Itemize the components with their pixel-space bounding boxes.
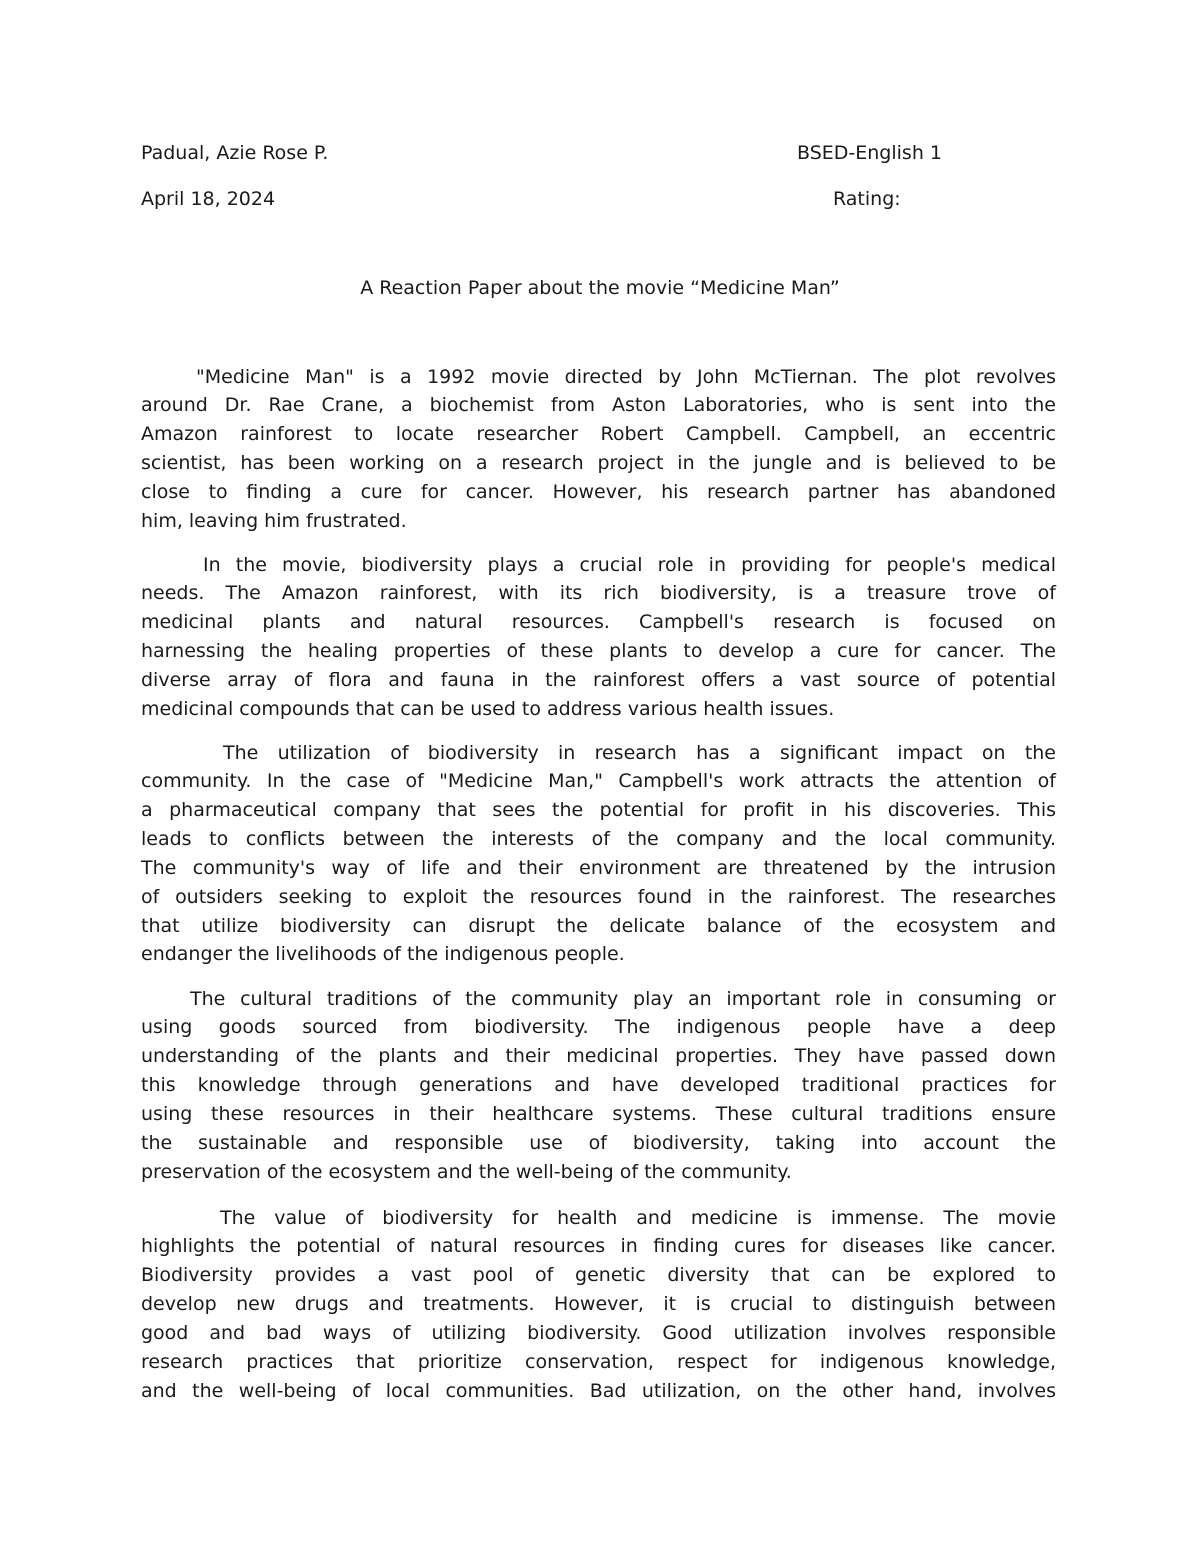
text-line: develop new drugs and treatments. However, it is crucial to distinguish between [141, 1293, 1056, 1316]
text-line: The community's way of life and their environment are threatened by the intrusion [141, 856, 1056, 879]
text-line: scientist, has been working on a research project in the jungle and is believed to be [141, 452, 1056, 475]
rating-label: Rating: [833, 188, 901, 210]
paragraph-2 [141, 551, 1056, 724]
paragraph-5 [141, 1204, 1056, 1406]
text-line: Amazon rainforest to locate researcher Robert Campbell. Campbell, an eccentric [141, 423, 1056, 446]
text-line: Biodiversity provides a vast pool of genetic diversity that can be explored to [141, 1264, 1056, 1287]
text-line: using these resources in their healthcare systems. These cultural traditions ensure [141, 1102, 1056, 1125]
text-line: medicinal compounds that can be used to address various health issues. [141, 697, 835, 720]
text-line: "Medicine Man" is a 1992 movie directed by John McTiernan. The plot revolves [196, 365, 1056, 388]
text-line: harnessing the healing properties of these plants to develop a cure for cancer. The [141, 640, 1056, 663]
text-line: endanger the livelihoods of the indigenous people. [141, 943, 625, 966]
paragraph-1 [141, 363, 1056, 536]
paragraph-3 [141, 739, 1056, 970]
text-line: The utilization of biodiversity in research has a significant impact on the [223, 741, 1056, 764]
text-line: In the movie, biodiversity plays a crucial role in providing for people's medical [203, 553, 1056, 576]
author-name: Padual, Azie Rose P. [141, 142, 329, 164]
course: BSED-English 1 [797, 142, 942, 164]
text-line: this knowledge through generations and have developed traditional practices for [141, 1074, 1056, 1097]
text-line: him, leaving him frustrated. [141, 509, 407, 532]
text-line: and the well-being of local communities. Bad utilization, on the other hand, involves [141, 1379, 1056, 1402]
text-line: diverse array of flora and fauna in the rainforest offers a vast source of potential [141, 668, 1056, 691]
text-line: good and bad ways of utilizing biodiversity. Good utilization involves responsible [141, 1321, 1056, 1344]
text-line: close to finding a cure for cancer. However, his research partner has abandoned [141, 480, 1056, 503]
text-line: that utilize biodiversity can disrupt the delicate balance of the ecosystem and [141, 914, 1056, 937]
text-line: understanding of the plants and their medicinal properties. They have passed down [141, 1045, 1056, 1068]
text-line: highlights the potential of natural resources in finding cures for diseases like cancer. [141, 1235, 1056, 1258]
text-line: the sustainable and responsible use of biodiversity, taking into account the [141, 1131, 1056, 1154]
text-line: research practices that prioritize conservation, respect for indigenous knowledge, [141, 1350, 1056, 1373]
text-line: using goods sourced from biodiversity. The indigenous people have a deep [141, 1016, 1056, 1039]
paragraph-4 [141, 985, 1056, 1187]
text-line: preservation of the ecosystem and the well-being of the community. [141, 1160, 792, 1183]
text-line: of outsiders seeking to exploit the resources found in the rainforest. The researches [141, 885, 1056, 908]
paper-title: A Reaction Paper about the movie “Medicine Man” [360, 277, 840, 299]
text-line: leads to conflicts between the interests of the company and the local community. [141, 828, 1056, 851]
text-line: The cultural traditions of the community play an important role in consuming or [190, 987, 1056, 1010]
text-line: needs. The Amazon rainforest, with its rich biodiversity, is a treasure trove of [141, 582, 1056, 605]
text-line: medicinal plants and natural resources. Campbell's research is focused on [141, 611, 1056, 634]
text-line: community. In the case of "Medicine Man," Campbell's work attracts the attention of [141, 770, 1056, 793]
date: April 18, 2024 [141, 188, 276, 210]
text-line: The value of biodiversity for health and medicine is immense. The movie [220, 1206, 1056, 1229]
text-line: around Dr. Rae Crane, a biochemist from Aston Laboratories, who is sent into the [141, 394, 1056, 417]
text-line: a pharmaceutical company that sees the potential for profit in his discoveries. This [141, 799, 1056, 822]
